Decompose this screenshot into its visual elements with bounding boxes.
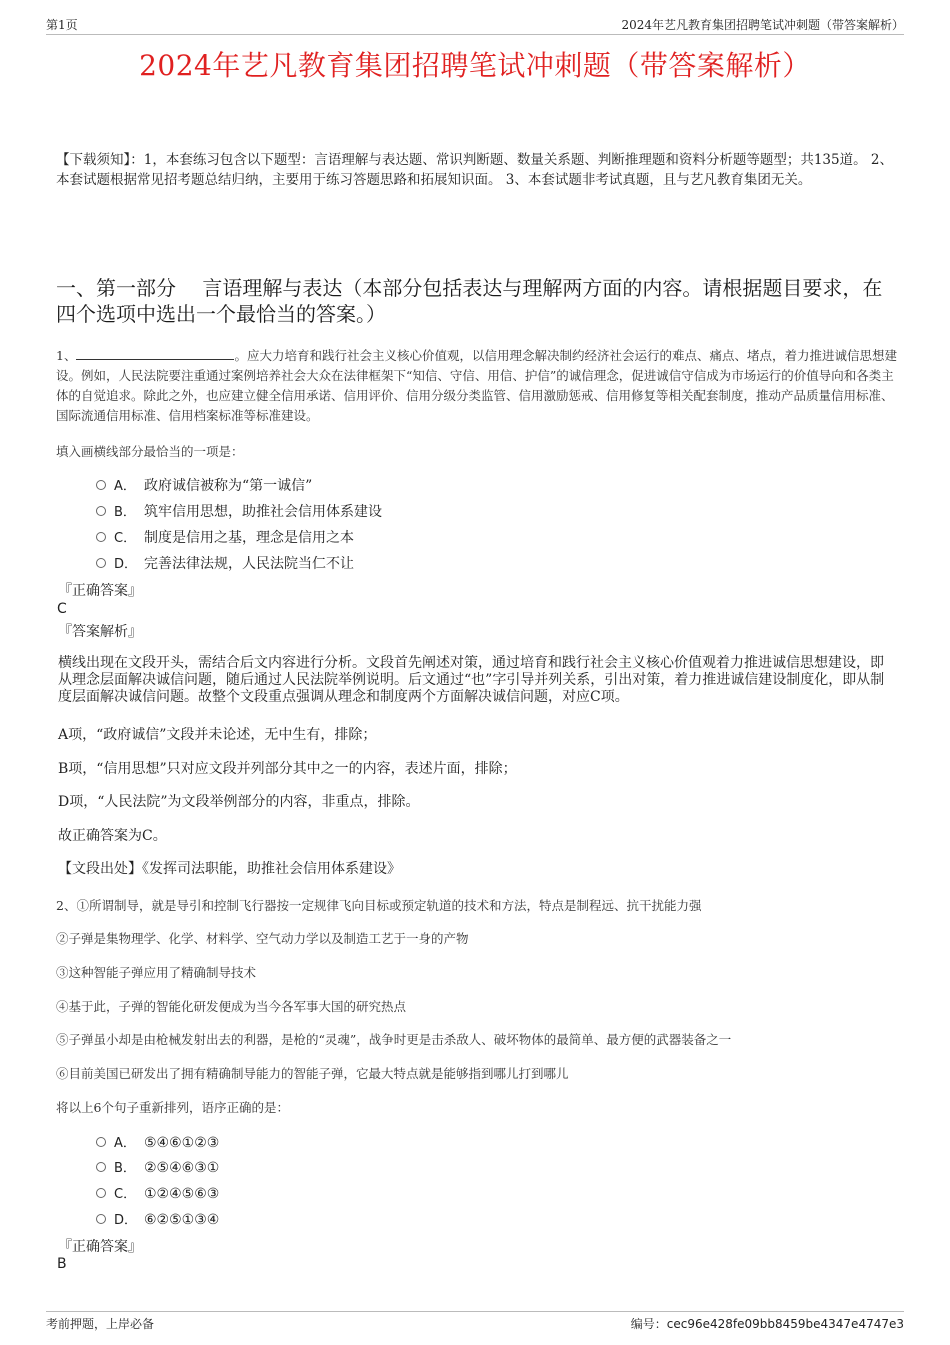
option-letter: B． bbox=[114, 1161, 136, 1176]
option-letter: A． bbox=[114, 1136, 136, 1151]
q2-sentence-2: ②子弹是集物理学、化学、材料学、空气动力学以及制造工艺于一身的产物 bbox=[56, 931, 469, 946]
source-citation: 【文段出处】《发挥司法职能，助推社会信用体系建设》 bbox=[58, 861, 401, 877]
q2-sentence-6: ⑥目前美国已研发出了拥有精确制导能力的智能子弹，它最大特点就是能够指到哪儿打到哪儿 bbox=[56, 1066, 569, 1081]
option-text: 筑牢信用思想，助推社会信用体系建设 bbox=[144, 504, 382, 520]
question-number: 1、 bbox=[56, 348, 77, 363]
q2-option-a[interactable] bbox=[96, 1133, 219, 1154]
conclusion: 故正确答案为C。 bbox=[58, 828, 167, 844]
radio-icon[interactable] bbox=[96, 480, 106, 490]
radio-icon[interactable] bbox=[96, 1137, 106, 1147]
q2-correct-answer: B bbox=[57, 1256, 67, 1272]
footer-slogan: 考前押题，上岸必备 bbox=[46, 1317, 155, 1331]
section-heading: 一、第一部分 言语理解与表达（本部分包括表达与理解两方面的内容。请根据题目要求，在四个选项中选出一个最恰当的答案。） bbox=[56, 276, 883, 326]
answer-label: 『正确答案』 bbox=[58, 583, 142, 599]
question-text: 。应大力培育和践行社会主义核心价值观，以信用理念解决制约经济社会运行的难点、痛点、堵点，着力推进诚信思想建设。例如，人民法院要注重通过案例培养社会大众在法律框架下“知信、守信、用信、护信”的诚信理念，促进诚信守信成为市场运行的价值导向和各类主体的自觉追求。除此之外，也应建立健全信用承诺、信用评价、信用分级分类监管、信用激励惩戒、信用修复等相关配套制度，推动产品质量信用标准、国际流通信用标准、信用档案标准等标准建设。 bbox=[56, 348, 897, 423]
q2-sentence-1: 2、①所谓制导，就是导引和控制飞行器按一定规律飞向目标或预定轨道的技术和方法，特点是制程远、抗干扰能力强 bbox=[56, 898, 702, 913]
option-text: ⑥②⑤①③④ bbox=[144, 1212, 220, 1228]
radio-icon[interactable] bbox=[96, 506, 106, 516]
option-letter: A． bbox=[114, 479, 136, 494]
q2-option-c[interactable] bbox=[96, 1184, 219, 1205]
option-letter: B． bbox=[114, 505, 136, 520]
option-text: 完善法律法规，人民法院当仁不让 bbox=[144, 556, 354, 572]
page-footer bbox=[46, 1311, 904, 1334]
option-text: ②⑤④⑥③① bbox=[144, 1160, 220, 1176]
option-letter: C． bbox=[114, 531, 137, 546]
radio-icon[interactable] bbox=[96, 558, 106, 568]
page-number: 第1页 bbox=[46, 18, 78, 32]
question-1-stem bbox=[56, 346, 898, 426]
option-d-note: D项，“人民法院”为文段举例部分的内容，非重点，排除。 bbox=[58, 794, 420, 810]
fill-blank bbox=[76, 347, 234, 360]
radio-icon[interactable] bbox=[96, 1214, 106, 1224]
option-text: 政府诚信被称为“第一诚信” bbox=[144, 478, 313, 494]
document-id: 编号：cec96e428fe09bb8459be4347e4747e3 bbox=[630, 1317, 904, 1331]
option-letter: D． bbox=[114, 1213, 138, 1228]
option-letter: C． bbox=[114, 1187, 137, 1202]
option-text: 制度是信用之基，理念是信用之本 bbox=[144, 530, 354, 546]
q2-sentence-4: ④基于此，子弹的智能化研发便成为当今各军事大国的研究热点 bbox=[56, 999, 407, 1014]
q1-option-b[interactable] bbox=[96, 502, 382, 523]
header-title: 2024年艺凡教育集团招聘笔试冲刺题（带答案解析） bbox=[621, 18, 904, 32]
radio-icon[interactable] bbox=[96, 1162, 106, 1172]
correct-answer: C bbox=[57, 601, 67, 617]
page-header bbox=[46, 14, 904, 35]
option-a-note: A项，“政府诚信”文段并未论述，无中生有，排除； bbox=[58, 727, 377, 743]
q1-option-a[interactable] bbox=[96, 476, 312, 497]
option-b-note: B项，“信用思想”只对应文段并列部分其中之一的内容，表述片面，排除； bbox=[58, 761, 517, 777]
question-1-prompt: 填入画横线部分最恰当的一项是： bbox=[56, 444, 244, 459]
q2-sentence-5: ⑤子弹虽小却是由枪械发射出去的利器，是枪的“灵魂”，战争时更是击杀敌人、破坏物体的最简单、最方便的武器装备之一 bbox=[56, 1032, 732, 1047]
radio-icon[interactable] bbox=[96, 1188, 106, 1198]
download-notice: 【下载须知】：1，本套练习包含以下题型：言语理解与表达题、常识判断题、数量关系题、判断推理题和资料分析题等题型；共135道。 2、本套试题根据常见招考题总结归纳，主要用于练习答题思路和拓展知识面。 3、本套试题非考试真题，且与艺凡教育集团无关。 bbox=[56, 152, 893, 188]
q2-option-b[interactable] bbox=[96, 1158, 219, 1179]
radio-icon[interactable] bbox=[96, 532, 106, 542]
q2-option-d[interactable] bbox=[96, 1210, 219, 1231]
option-letter: D． bbox=[114, 557, 138, 572]
document-title: 2024年艺凡教育集团招聘笔试冲刺题（带答案解析） bbox=[139, 49, 811, 82]
option-text: ①②④⑤⑥③ bbox=[144, 1186, 220, 1202]
q2-answer-label: 『正确答案』 bbox=[58, 1239, 142, 1255]
question-2-prompt: 将以上6个句子重新排列，语序正确的是： bbox=[56, 1100, 289, 1115]
analysis-text: 横线出现在文段开头，需结合后文内容进行分析。文段首先阐述对策，通过培育和践行社会主义核心价值观着力推进诚信思想建设，即从理念层面解决诚信问题，随后通过人民法院举例说明。后文通过“也”字引导并列关系，引出对策，着力推进诚信建设制度化，即从制度层面解决诚信问题。故整个文段重点强调从理念和制度两个方面解决诚信问题，对应C项。 bbox=[58, 655, 885, 705]
option-text: ⑤④⑥①②③ bbox=[144, 1135, 220, 1151]
analysis-label: 『答案解析』 bbox=[58, 624, 142, 640]
q1-option-c[interactable] bbox=[96, 528, 354, 549]
q2-sentence-3: ③这种智能子弹应用了精确制导技术 bbox=[56, 965, 257, 980]
q1-option-d[interactable] bbox=[96, 554, 354, 575]
